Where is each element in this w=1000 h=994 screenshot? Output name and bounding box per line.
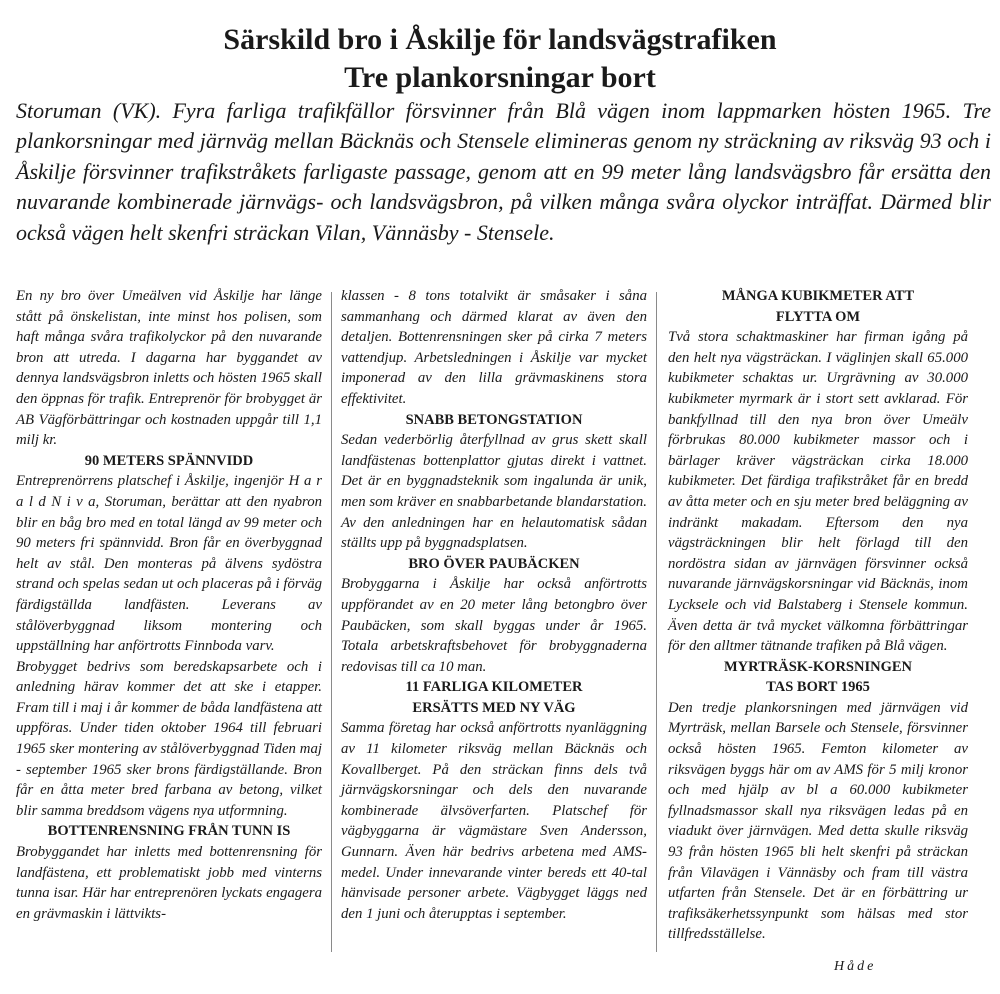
- paragraph: Brobyggandet har inletts med bottenrensning för landfästena, ett problematiskt jobb med vinterns tunna isar. Här har entreprenören lyckats engagera en grävmaskin i lättvikts-: [16, 844, 322, 922]
- headline: Särskild bro i Åskilje för landsvägstrafiken: [223, 23, 777, 56]
- paragraph: Brobygget bedrivs som beredskapsarbete och i anledning härav kommer det att ske i etapper. Fram till i maj i år kommer de båda landfästena att uppföras. Under tiden oktober 1964 till februari 1965 sker montering av stålöverbyggnad Tiden maj - september 1965 sker brons färdigställande. Bron får en åtta meter bred farbana av betong, vilket blir samma breddsom vägens nya utformning.: [16, 658, 322, 819]
- section-heading: BOTTENRENSNING FRÅN TUNN IS: [47, 823, 291, 840]
- section-heading: FLYTTA OM: [775, 308, 861, 325]
- paragraph: Sedan vederbörlig återfyllnad av grus skett skall landfästenas bottenplattor gjutas direkt i vattnet. Det är en byggnadsteknik som ingalunda är unik, men som kräver en snabbarbetande blandarstation. Av den anledningen har en helautomatisk sådan ställts upp på byggnadsplatsen.: [341, 432, 647, 552]
- paragraph: En ny bro över Umeälven vid Åskilje har länge stått på önskelistan, inte minst hos polisen, som haft många svåra trafikolyckor på den nuvarande bron att utreda. I dagarna har byggandet av dennya landsvägsbron inletts och hösten 1965 skall den öppnas för trafik. Entreprenör för brobygget är AB Vägförbättringar och kostnaden uppgår till 1,1 milj kr.: [16, 288, 322, 449]
- column-divider: [331, 292, 332, 952]
- paragraph: Samma företag har också anförtrotts nyanläggning av 11 kilometer riksväg mellan Bäcknäs och Kovallberget. På den sträckan finns dels två järnvägskorsningar och dels den nuvarande kombinerade älvsöverfarten. Platschef för vägbyggarna är vägmästare Sven Andersson, Gunnarn. Även här bedrivs arbetena med AMS-medel. Under innevarande vinter bereds ett 40-tal hänvisade personer arbete. Vägbygget läggs ned den 1 juni och återupptas i september.: [341, 720, 647, 922]
- paragraph: klassen - 8 tons totalvikt är småsaker i såna sammanhang och därmed klarat av även den detaljen. Bottenrensningen sker på cirka 7 meters vattendjup. Arbetsledningen i Åskilje var mycket imponerad av den lilla grävmaskinens stora effektivitet.: [341, 288, 647, 407]
- paragraph: Den tredje plankorsningen med järnvägen vid Myrträsk, mellan Barsele och Stensele, försvinner också hösten 1965. Femton kilometer av riksvägen byggs här om av AMS för 5 milj kronor och med hjälp av bl a 60.000 kubikmeter fyllnadsmassor skall nya riksvägen ledas på en viadukt över järnvägen. Med detta skulle riksväg 93 från hösten 1965 bli helt skenfri på sträckan från Vilavägen i Vännäsby och fram till västra utfarten från Stensele. Det är en förbättring ur trafiksäkerhetssynpunkt som hälsas med stor tillfredsställelse.: [668, 699, 968, 943]
- section-heading: 90 METERS SPÄNNVIDD: [84, 452, 254, 469]
- section-heading: ERSÄTTS MED NY VÄG: [412, 699, 576, 716]
- column-divider: [656, 292, 657, 952]
- lead-paragraph: Storuman (VK). Fyra farliga trafikfällor försvinner från Blå vägen inom lappmarken hösten 1965. Tre plankorsningar med järnväg mellan Bäcknäs och Stensele elimineras genom ny sträckning av riksväg 93 och i Åskilje försvinner trafikstråkets farligaste passage, genom att en 99 meter lång landsvägsbro får ersätta den nuvarande kombinerade järnvägs- och landsvägsbron, på vilken många svåra olyckor inträffat. Därmed blir också vägen helt skenfri sträckan Vilan, Vännäsby - Stensele.: [16, 98, 991, 245]
- paragraph: Två stora schaktmaskiner har firman igång på den helt nya vägsträckan. I väglinjen skall 65.000 kubikmeter schaktas ur. Urgrävning av 30.000 kubikmeter myrmark är i stort sett avklarad. För bankfyllnad till den nya bron över Umeälv förbrukas 80.000 kubikmeter massor och i bärlager kräver vägsträckan cirka 18.000 kubikmeter. Det färdiga trafikstråket får en bredd av åtta meter och en sju meter bred beläggning av indränkt makadam. Eftersom den nya vägsträckningen blir helt förlagd till den nordöstra sidan av järnvägen försvinner också nuvarande järnvägskorsningar vid Bäcknäs, inom Lycksele och vid Balstaberg i Stensele kommun. Även detta är två mycket välkomna förbättringar för den alltmer tätnande trafiken på Blå vägen.: [668, 329, 968, 655]
- section-heading: MÅNGA KUBIKMETER ATT: [721, 288, 915, 304]
- column-1: [16, 286, 322, 924]
- paragraph: Brobyggarna i Åskilje har också anförtrotts uppförandet av en 20 meter lång betongbro över Paubäcken, som skall byggas under år 1965. Totala arbetskraftsbehovet för brobyggnaderna redovisas till ca 10 man.: [341, 576, 647, 675]
- section-heading: MYRTRÄSK-KORSNINGEN: [723, 658, 912, 675]
- section-heading: SNABB BETONGSTATION: [405, 411, 583, 428]
- section-heading: BRO ÖVER PAUBÄCKEN: [408, 555, 580, 572]
- paragraph: Entreprenörrens platschef i Åskilje, ingenjör H a r a l d N i v a, Storuman, berättar att den nyabron blir en båg bro med en total längd av 99 meter och 90 meters fri spännvidd. Bron får en överbyggnad helt av stål. Den monteras på älvens sydöstra strand och spelas sedan ut och placeras på i förväg färdigställda landfästen. Leverans av stålöverbyggnad liksom montering och uppställning har anförtrotts Finnboda varv.: [16, 473, 322, 655]
- subheadline: Tre plankorsningar bort: [344, 61, 656, 94]
- column-2: [341, 286, 647, 924]
- column-3: [668, 286, 968, 945]
- section-heading: 11 FARLIGA KILOMETER: [405, 679, 583, 696]
- author-signature: Håde: [834, 959, 877, 974]
- section-heading: TAS BORT 1965: [766, 679, 870, 696]
